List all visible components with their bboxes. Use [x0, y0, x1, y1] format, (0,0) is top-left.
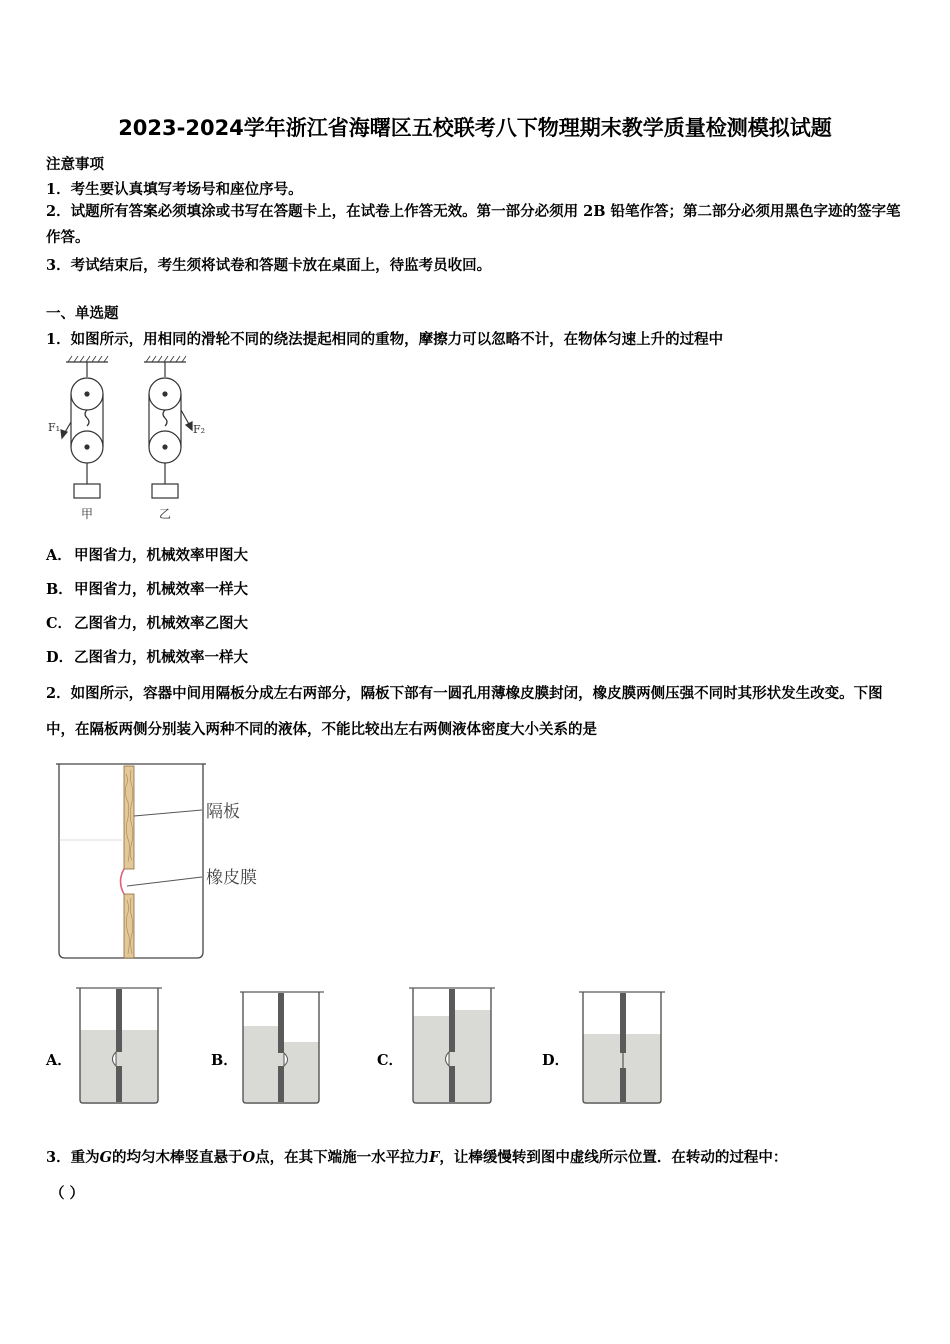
notice-item-1: 1．考生要认真填写考场号和座位序号。 [46, 181, 303, 198]
var-f: F [429, 1149, 440, 1166]
q3-text: 3．重为 [46, 1149, 100, 1166]
force-f2-label: F₂ [193, 423, 206, 436]
notice-item-2: 2．试题所有答案必须填涂或书写在答题卡上，在试卷上作答无效。第一部分必须用 2B 铅笔作答；第二部分必须用黑色字迹的签字笔作答。 [46, 203, 901, 246]
notice-item-3: 3．考试结束后，考生须将试卷和答题卡放在桌面上，待监考员收回。 [46, 257, 492, 274]
section-heading: 一、单选题 [46, 305, 119, 322]
q1-option-b[interactable] [46, 578, 248, 599]
q2-stem: 2．如图所示，容器中间用隔板分成左右两部分，隔板下部有一圆孔用薄橡皮膜封闭，橡皮膜两侧压强不同时其形状发生改变。下图中，在隔板两侧分别装入两种不同的液体，不能比较出左右两侧液体密度大小关系的是 [46, 685, 883, 738]
option-text: 甲图省力，机械效率甲图大 [74, 547, 248, 564]
q1-option-d[interactable] [46, 646, 248, 667]
option-label: C． [46, 615, 73, 632]
q2-choice-c-label[interactable]: C． [377, 1052, 404, 1069]
q2-choice-a-label[interactable]: A． [46, 1052, 72, 1069]
q2-choice-c-figure[interactable] [407, 986, 499, 1106]
page-title: 2023-2024学年浙江省海曙区五校联考八下物理期末教学质量检测模拟试题 [118, 116, 832, 140]
q2-choice-b-figure[interactable] [238, 988, 330, 1108]
q1-stem: 1．如图所示，用相同的滑轮不同的绕法提起相同的重物，摩擦力可以忽略不计，在物体匀速上升的过程中 [46, 331, 724, 348]
q3-text: ，让棒缓慢转到图中虚线所示位置．在转动的过程中： [439, 1149, 788, 1166]
option-label: A． [46, 547, 72, 564]
option-text: 乙图省力，机械效率乙图大 [74, 615, 248, 632]
q2-choice-a-figure[interactable] [74, 986, 166, 1106]
q2-container-figure [54, 762, 284, 962]
q1-pulley-figure [46, 352, 236, 527]
q3-answer-blank[interactable]: （ ） [50, 1185, 85, 1202]
q1-option-a[interactable] [46, 544, 248, 565]
caption-yi: 乙 [159, 507, 172, 521]
option-text: 甲图省力，机械效率一样大 [74, 581, 248, 598]
q1-option-c[interactable] [46, 612, 248, 633]
q2-choice-b-label[interactable]: B． [211, 1052, 238, 1069]
option-text: 乙图省力，机械效率一样大 [74, 649, 248, 666]
q2-choice-d-label[interactable]: D． [542, 1052, 570, 1069]
option-label: B． [46, 581, 73, 598]
notice-heading: 注意事项 [46, 156, 104, 173]
q3-stem [46, 1146, 787, 1167]
q3-text: 的均匀木棒竖直悬于 [111, 1149, 243, 1166]
var-g: G [99, 1149, 112, 1166]
q3-text: 点，在其下端施一水平拉力 [255, 1149, 430, 1166]
partition-label: 隔板 [206, 802, 240, 822]
caption-jia: 甲 [81, 507, 94, 521]
membrane-label: 橡皮膜 [206, 868, 257, 888]
option-label: D． [46, 649, 74, 666]
force-f1-label: F₁ [48, 421, 61, 434]
q2-choice-d-figure[interactable] [577, 988, 669, 1108]
var-o: O [242, 1149, 256, 1166]
